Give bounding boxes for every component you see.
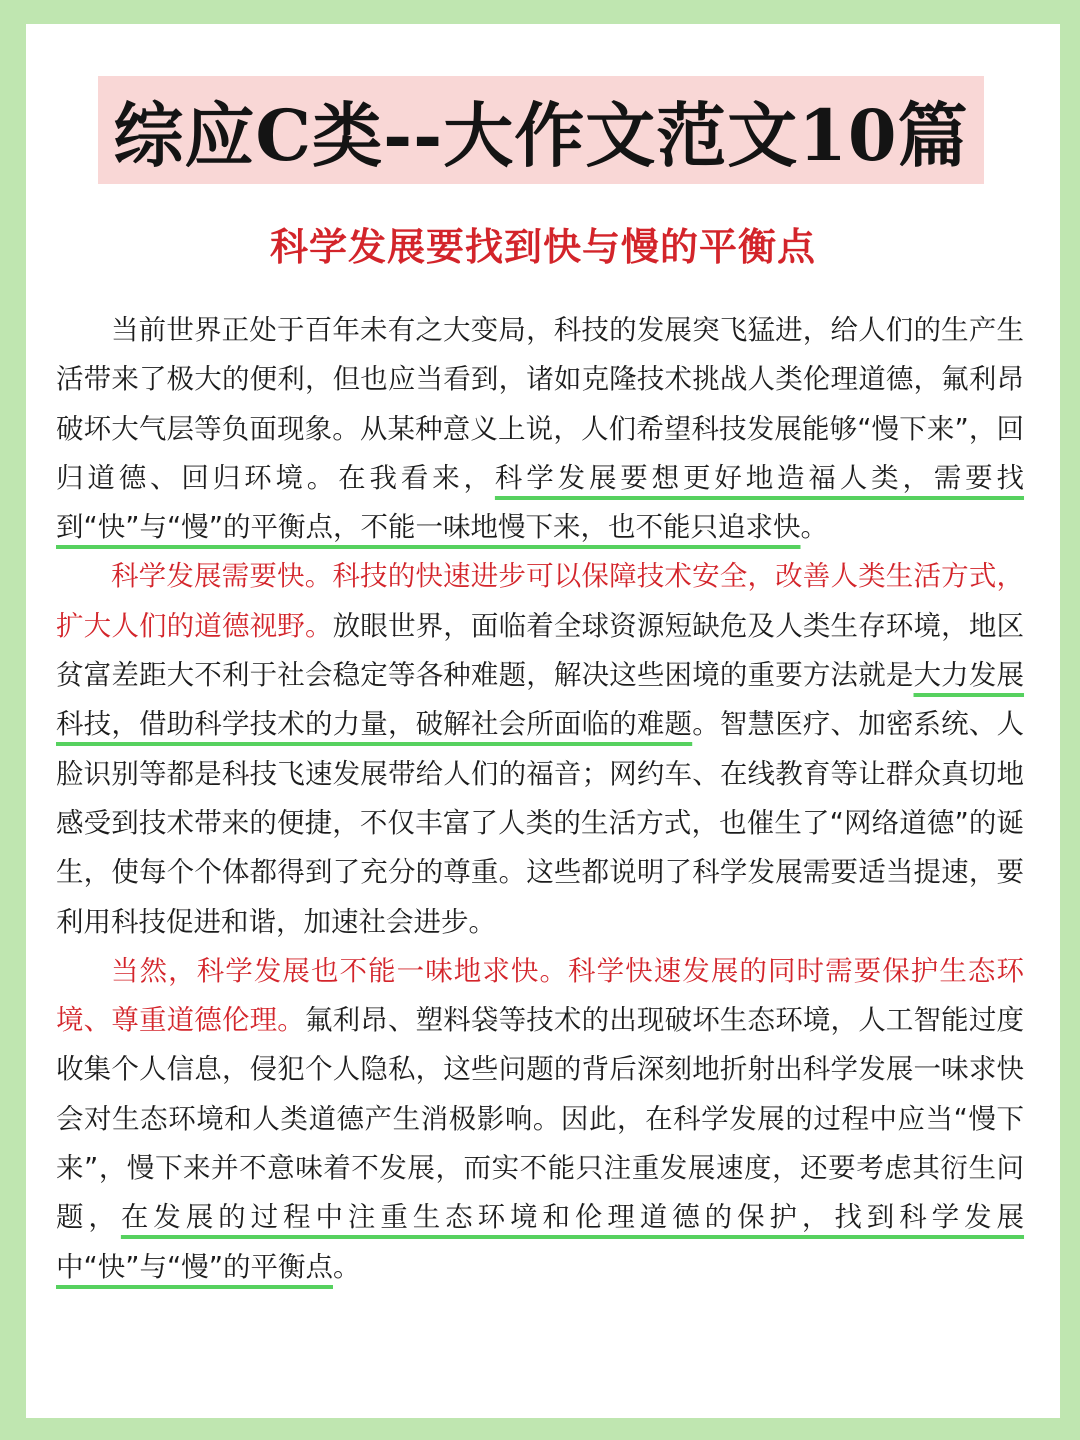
text-segment: 氟利昂、塑料袋等技术的出现破坏生态环境，人工智能过度收集个人信息，侵犯个人隐私，这些问题的背后深刻地折射出科学发展一味求快会对生态环境和人类道德产生消极影响。因此，在科学发展的过程中应当“慢下来”，慢下来并不意味着不发展，而实不能只注重发展速度，还要考虑其衍生问题， [56, 1004, 1025, 1234]
red-highlight-text: 科学发展需要快。科技的快速进步可以保障技术安全，改善人类生活方式，扩大人们的道德视野。 [56, 560, 1024, 642]
title-banner [98, 76, 984, 184]
page-title: 综应C类--大作文范文10篇 [113, 93, 969, 177]
paragraph-1 [56, 306, 1024, 552]
paragraph-2 [56, 552, 1024, 946]
underlined-text: 科学发展要想更好地造福人类，需要找到“快”与“慢”的平衡点，不能一味地慢下来，也不能只追求快 [56, 461, 1025, 544]
underlined-text: 在发展的过程中注重生态环境和伦理道德的保护，找到科学发展中“快”与“慢”的平衡点 [56, 1201, 1025, 1283]
essay-subtitle: 科学发展要找到快与慢的平衡点 [269, 225, 816, 269]
text-segment: 当前世界正处于百年未有之大变局，科技的发展突飞猛进，给人们的生产生活带来了极大的便利，但也应当看到，诸如克隆技术挑战人类伦理道德，氟利昂破坏大气层等负面现象。从某种意义上说，人们希望科技发展能够“慢下来”，回归道德、回归环境。在我看来， [56, 314, 1024, 494]
content-card [26, 24, 1060, 1418]
paragraph-3 [56, 947, 1024, 1292]
text-segment: 放眼世界，面临着全球资源短缺危及人类生存环境，地区贫富差距大不利于社会稳定等各种难题，解决这些困境的重要方法就是 [56, 609, 1025, 692]
text-segment: 。 [333, 1250, 361, 1283]
text-segment: 。智慧医疗、加密系统、人脸识别等都是科技飞速发展带给人们的福音；网约车、在线教育等让群众真切地感受到技术带来的便捷，不仅丰富了人类的生活方式，也催生了“网络道德”的诞生，使每个个体都得到了充分的尊重。这些都说明了科学发展需要适当提速，要利用科技促进和谐，加速社会进步。 [56, 708, 1024, 938]
red-highlight-text: 当然，科学发展也不能一味地求快。科学快速发展的同时需要保护生态环境、尊重道德伦理。 [56, 954, 1024, 1037]
essay-body [56, 306, 1024, 1292]
text-segment: 。 [800, 511, 828, 544]
underlined-text: 大力发展科技，借助科学技术的力量，破解社会所面临的难题 [56, 659, 1025, 741]
